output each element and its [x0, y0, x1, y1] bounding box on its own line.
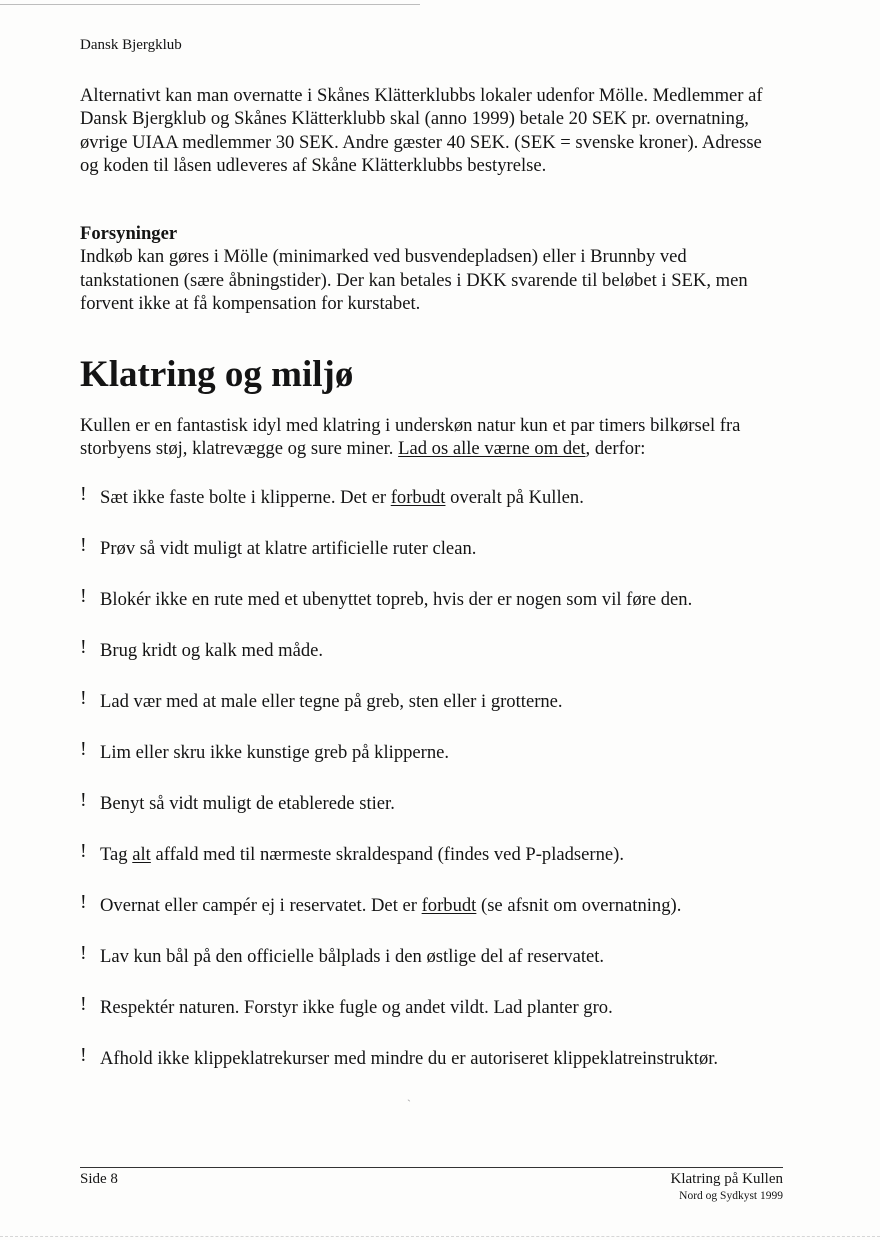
running-header: Dansk Bjergklub	[80, 37, 182, 53]
rule-text-part: Prøv så vidt muligt at klatre artificielle ruter clean.	[100, 538, 477, 559]
rule-emphasis: alt	[132, 844, 151, 865]
rule-text	[100, 487, 584, 508]
rule-text	[100, 640, 323, 661]
rule-text-part: Brug kridt og kalk med måde.	[100, 640, 324, 661]
rule-text-part: Overnat eller campér ej i reservatet. Det er	[100, 895, 422, 916]
supplies-paragraph: Indkøb kan gøres i Mölle (minimarked ved busvendepladsen) eller i Brunnby ved tankstationen (sære åbningstider). Der kan betales i DKK svarende til beløbet i SEK, men forvent ikke at få kompensation for kurstabet.	[80, 246, 748, 314]
rule-text-part: affald med til nærmeste skraldespand (findes ved P-pladserne).	[150, 844, 625, 865]
exclamation-icon: !	[80, 789, 87, 811]
rule-item	[80, 891, 780, 945]
rule-text	[100, 691, 563, 712]
exclamation-icon: !	[80, 687, 87, 709]
rule-text-part: Sæt ikke faste bolte i klipperne. Det er	[100, 487, 391, 508]
rule-text-part: Lad vær med at male eller tegne på greb, sten eller i grotterne.	[100, 691, 563, 712]
rule-item	[80, 840, 780, 894]
rule-item	[80, 585, 780, 639]
rule-text-part: Benyt så vidt muligt de etablerede stier.	[100, 793, 395, 814]
rule-text	[100, 997, 613, 1018]
rule-item	[80, 636, 780, 690]
rule-emphasis: forbudt	[421, 895, 477, 916]
rule-text	[100, 793, 395, 814]
exclamation-icon: !	[80, 636, 87, 658]
rule-item	[80, 738, 780, 792]
rule-text	[100, 946, 604, 967]
rule-text	[100, 844, 624, 865]
intro-text-start: Kullen er en fantastisk idyl med klatring i underskøn natur kun et par timers bilkørsel fra storbyens støj, klatrevægge og sure miner.	[80, 415, 741, 460]
intro-paragraph	[80, 414, 780, 461]
footer-doc-title: Klatring på Kullen	[670, 1171, 783, 1187]
rule-text-part: Blokér ikke en rute med et ubenyttet topreb, hvis der er nogen som vil føre den.	[100, 589, 693, 610]
scan-bottom-edge-line	[0, 1236, 880, 1237]
rule-item	[80, 1044, 780, 1117]
supplies-heading: Forsyninger	[80, 223, 178, 244]
rule-item	[80, 534, 780, 588]
exclamation-icon: !	[80, 585, 87, 607]
exclamation-icon: !	[80, 993, 87, 1015]
rule-text	[100, 895, 681, 916]
supplies-section	[80, 222, 780, 315]
scan-mark: ˎ	[407, 1088, 411, 1102]
scan-top-edge-line	[0, 4, 420, 5]
rule-text-part: Tag	[100, 844, 133, 865]
rule-item	[80, 993, 780, 1047]
exclamation-icon: !	[80, 1044, 87, 1066]
rule-item	[80, 687, 780, 741]
rule-text-part: Afhold ikke klippeklatrekurser med mindre du er autoriseret klippeklatreinstruktør.	[100, 1048, 719, 1069]
footer-divider	[80, 1167, 783, 1168]
footer-doc-subtitle: Nord og Sydkyst 1999	[679, 1190, 783, 1202]
rule-item	[80, 789, 780, 843]
footer-doc-info	[671, 1171, 783, 1202]
exclamation-icon: !	[80, 891, 87, 913]
rule-text-part: Lav kun bål på den officielle bålplads i den østlige del af reservatet.	[100, 946, 605, 967]
intro-text-end: , derfor:	[585, 438, 646, 460]
rule-emphasis: forbudt	[390, 487, 446, 508]
rule-text-part: (se afsnit om overnatning).	[476, 895, 682, 916]
rule-text-part: Lim eller skru ikke kunstige greb på klipperne.	[100, 742, 450, 763]
exclamation-icon: !	[80, 738, 87, 760]
page-number: Side 8	[80, 1171, 118, 1187]
rule-item	[80, 483, 780, 537]
exclamation-icon: !	[80, 942, 87, 964]
rules-list	[80, 483, 780, 1117]
rule-item	[80, 942, 780, 996]
overnight-alternative-paragraph: Alternativt kan man overnatte i Skånes Klätterklubbs lokaler udenfor Mölle. Medlemmer af Dansk Bjergklub og Skånes Klätterklubb skal (anno 1999) betale 20 SEK pr. overnatning, øvrige UIAA medlemmer 30 SEK. Andre gæster 40 SEK. (SEK = svenske kroner). Adresse og koden til låsen udleveres af Skåne Klätterklubbs bestyrelse.	[80, 85, 763, 176]
rule-text	[100, 742, 449, 763]
rule-text	[100, 538, 476, 559]
rule-text-part: Respektér naturen. Forstyr ikke fugle og andet vildt. Lad planter gro.	[100, 997, 613, 1018]
exclamation-icon: !	[80, 483, 87, 505]
intro-underlined-phrase: Lad os alle værne om det	[398, 438, 586, 460]
section-title: Klatring og miljø	[80, 354, 354, 395]
exclamation-icon: !	[80, 534, 87, 556]
rule-text	[100, 1048, 718, 1069]
rule-text-part: overalt på Kullen.	[445, 487, 584, 508]
rule-text	[100, 589, 692, 610]
exclamation-icon: !	[80, 840, 87, 862]
